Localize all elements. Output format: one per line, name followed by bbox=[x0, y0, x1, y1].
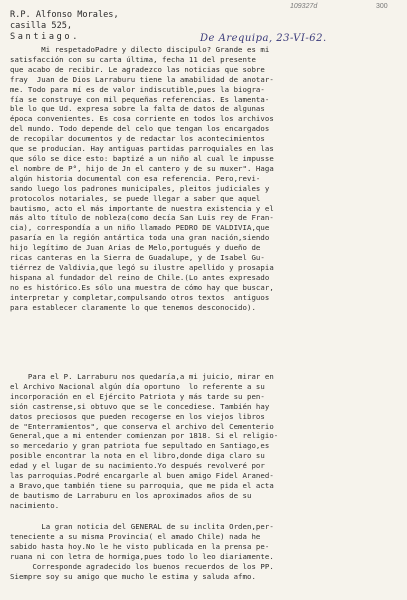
letter-line: de bautismo de Larraburu en los aproximados años de su bbox=[10, 490, 252, 500]
letter-line: que sólo se dice esto: baptizé a un niño al cual le impusse bbox=[10, 153, 274, 163]
letter-line: Mi respetadoPadre y dilecto discipulo? Grande es mi bbox=[10, 45, 270, 54]
letter-line: so mercedario y gran patriota fue sepultado en Santiago,es bbox=[10, 441, 270, 451]
letter-line: satisfacción con su carta última, fecha 11 del presente bbox=[10, 54, 256, 64]
letter-line: nacimiento. bbox=[10, 500, 60, 510]
letter-line: ruana ni con letra de hormiga,pues todo lo leo diariamente. bbox=[10, 551, 274, 561]
handwritten-dateline: De Arequipa, 23-VI-62. bbox=[200, 33, 327, 44]
letter-line: bautismo, acto el más importante de nuestra existencia y el bbox=[10, 203, 274, 213]
letter-line: sabido hasta hoy.No le he visto publicada en la prensa pe- bbox=[10, 541, 270, 551]
archive-id-mark: 109327d bbox=[290, 3, 318, 10]
letter-paragraph-3 bbox=[10, 522, 402, 581]
letter-line: algún historia documental con esa referencia. Pero,revi- bbox=[10, 173, 261, 183]
letter-line: para establecer claramente lo que tenemos desconocido). bbox=[10, 302, 256, 312]
letter-line: el Archivo Nacional algún día oportuno lo referente a su bbox=[10, 381, 265, 391]
letter-line: posible encontrar la nota en el libro,donde diga claro su bbox=[10, 451, 265, 461]
letter-line: de recopilar documentos y de redactar los acontecimientos bbox=[10, 134, 265, 144]
letter-line: ble lo que Ud. expresa sobre la falta de datos de algunas bbox=[10, 104, 265, 114]
letter-line: incorporación en el Ejército Patriota y más tarde su pen- bbox=[10, 391, 265, 401]
letter-line: protocolos notariales, se puede llegar a saber que aquel bbox=[10, 193, 261, 203]
address-line-name: R.P. Alfonso Morales, bbox=[10, 10, 119, 20]
letter-line: ricas canteras en la Sierra de Guadalupe, y de Isabel Gu- bbox=[10, 253, 265, 263]
letter-line: Siempre soy su amigo que mucho le estima y saluda afmo. bbox=[10, 571, 256, 581]
letter-line: a Bravo,que también tiene su parroquia, que me pida el acta bbox=[10, 480, 274, 490]
recipient-address bbox=[10, 10, 119, 43]
address-line-box: casilla 525, bbox=[10, 21, 73, 31]
letter-line: fía se construye con mil pequeñas referencias. Es lamenta- bbox=[10, 94, 270, 104]
letter-line: sión castrense,si obtuvo que se le concediese. También hay bbox=[10, 401, 270, 411]
letter-line: el nombre de P°, hijo de Jn el cantero y de su muxer". Haga bbox=[10, 163, 274, 173]
letter-line: del mundo. Todo depende del celo que tengan los encargados bbox=[10, 124, 270, 134]
letter-line: fray Juan de Dios Larraburu tiene la amabilidad de anotar- bbox=[10, 74, 274, 84]
letter-line: no es histórico.Es sólo una muestra de cómo hay que buscar, bbox=[10, 282, 274, 292]
letter-line: que se producían. Hay antiguas partidas parroquiales en las bbox=[10, 144, 274, 154]
letter-line: me. Todo para mí es de valor indiscutible,pues la biogra- bbox=[10, 84, 265, 94]
page-number-mark: 300 bbox=[376, 3, 388, 10]
letter-line: que acabo de recibir. Le agradezco las noticias que sobre bbox=[10, 64, 265, 74]
letter-line: época convenientes. Es cosa corriente en todos los archivos bbox=[10, 114, 274, 124]
letter-paragraph-2 bbox=[10, 372, 402, 511]
letter-line: Corresponde agradecido los buenos recuerdos de los PP. bbox=[10, 561, 274, 571]
letter-line: pasaría en la región antártica toda una gran nación,siendo bbox=[10, 233, 270, 243]
letter-line: datos preciosos que pueden recogerse en los viejos libros bbox=[10, 411, 265, 421]
letter-line: interpretar y completar,compulsando otros textos antiguos bbox=[10, 292, 270, 302]
letter-line: General,que a mi entender comienzan por 1818. Si el religio- bbox=[10, 431, 279, 441]
letter-line: más alto título de nobleza(como decía San Luis rey de Fran- bbox=[10, 213, 274, 223]
letter-line: sando luego los padrones municipales, pleitos judiciales y bbox=[10, 183, 270, 193]
letter-line: cia), correspondía a un niño llamado PEDRO DE VALDIVIA,que bbox=[10, 223, 270, 233]
letter-line: teneciente a su misma Provincia( el amado Chile) nada he bbox=[10, 531, 261, 541]
letter-line: tiérrez de Valdivia,que legó su ilustre apellido y prosapia bbox=[10, 262, 274, 272]
letter-line: las parroquias.Podré encargarle al buen amigo Fidel Araned- bbox=[10, 471, 274, 481]
letter-line: La gran noticia del GENERAL de su inclita Orden,per- bbox=[10, 522, 274, 531]
address-line-city: Santiago. bbox=[10, 32, 80, 42]
letter-line: hispana al fundador del reino de Chile.(Lo antes expresado bbox=[10, 272, 270, 282]
letter-line: hijo legítimo de Juan Arias de Melo,portugués y dueño de bbox=[10, 243, 261, 253]
letter-line: Para el P. Larraburu nos quedaría,a mi juicio, mirar en bbox=[10, 372, 274, 381]
letter-paragraph-1 bbox=[10, 45, 402, 312]
letter-line: de "Enterramientos", que conserva el archivo del Cementerio bbox=[10, 421, 274, 431]
letter-line: edad y el lugar de su nacimiento.Yo después revolveré por bbox=[10, 461, 265, 471]
